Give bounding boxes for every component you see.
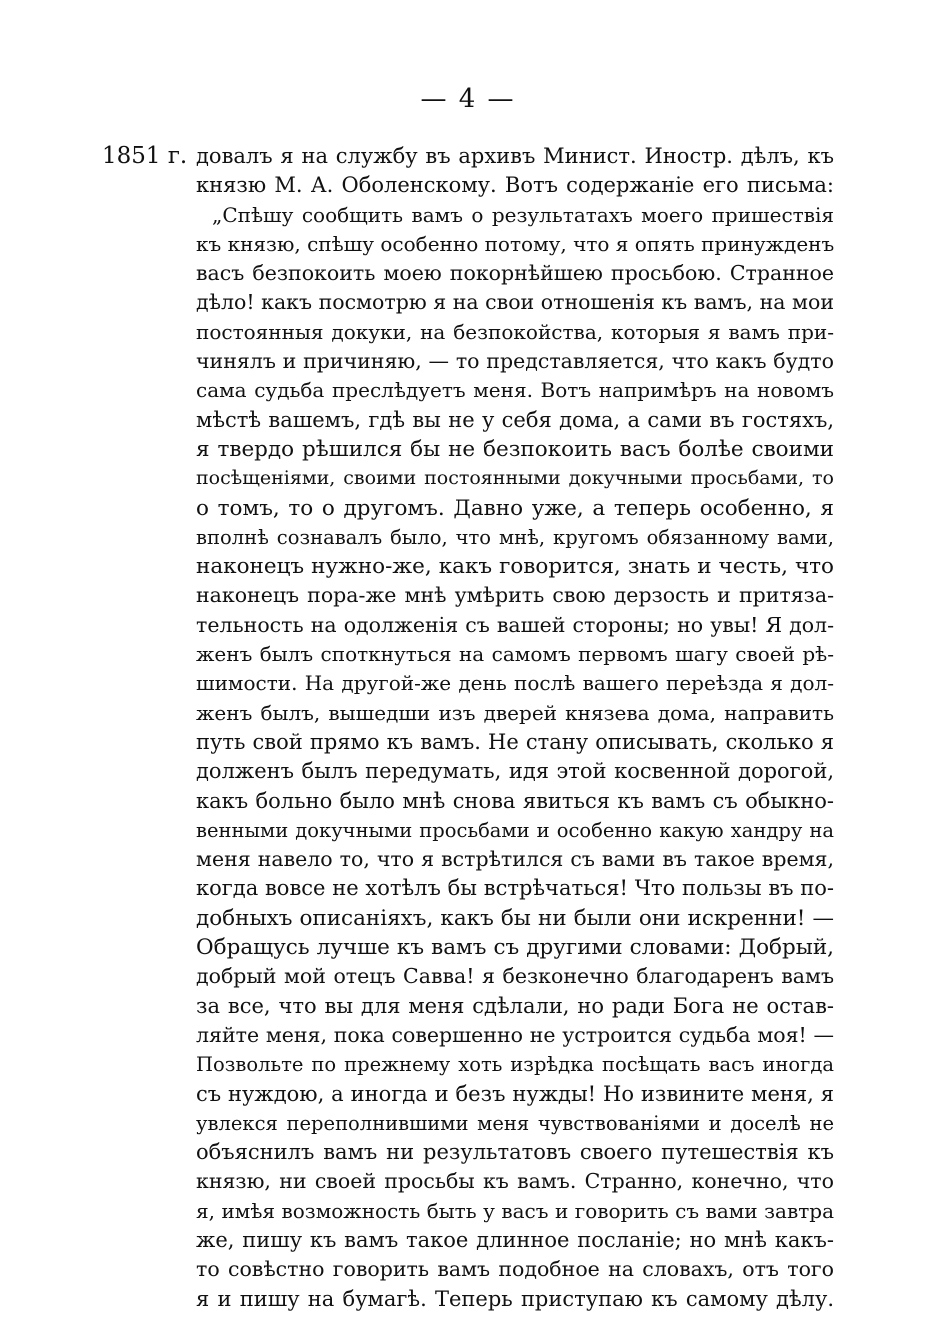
- text-line: Обращусь лучше къ вамъ съ другими словами: Добрый,: [196, 935, 834, 961]
- text-line: князю М. А. Оболенскому. Вотъ содержаніе его письма:: [196, 173, 834, 198]
- text-line: путь свой прямо къ вамъ. Не стану описывать, сколько я: [196, 729, 834, 754]
- text-line: шимости. На другой-же день послѣ вашего переѣзда я дол-: [196, 671, 834, 696]
- text-line: постоянныя докуки, на безпокойства, которыя я вамъ при-: [196, 319, 834, 344]
- text-line: наконецъ нужно-же, какъ говорится, знать и честь, что: [196, 554, 834, 580]
- text-line: чинялъ и причиняю, — то представляется, что какъ будто: [196, 349, 834, 374]
- text-line: увлекся переполнившими меня чувствованіями и доселѣ не: [196, 1111, 834, 1135]
- text-line: дѣло! какъ посмотрю я на свои отношенія къ вамъ, на мои: [196, 290, 834, 315]
- text-line: когда вовсе не хотѣлъ бы встрѣчаться! Что пользы въ по-: [196, 876, 834, 901]
- text-line: ляйте меня, пока совершенно не устроится судьба моя! —: [196, 1022, 834, 1047]
- text-line: женъ былъ, вышедши изъ дверей князева дома, направить: [196, 700, 834, 725]
- text-line: „Спѣшу сообщить вамъ о результатахъ моего пришествія: [212, 202, 834, 227]
- text-line: о томъ, то о другомъ. Давно уже, а теперь особенно, я: [196, 495, 834, 521]
- text-line: венными докучными просьбами и особенно какую хандру на: [196, 818, 834, 842]
- text-line: князю, ни своей просьбы къ вамъ. Странно, конечно, что: [196, 1169, 834, 1194]
- page-number: — 4 —: [420, 84, 516, 114]
- text-line: сама судьба преслѣдуетъ меня. Вотъ напримѣръ на новомъ: [196, 378, 834, 403]
- text-line: же, пишу къ вамъ такое длинное посланіе; но мнѣ какъ-: [196, 1227, 834, 1252]
- text-line: наконецъ пора-же мнѣ умѣрить свою дерзость и притяза-: [196, 583, 834, 608]
- text-line: какъ больно было мнѣ снова явиться къ вамъ съ обыкно-: [196, 788, 834, 813]
- text-line: за все, что вы для меня сдѣлали, но ради Бога не остав-: [196, 993, 834, 1018]
- text-line: я, имѣя возможность быть у васъ и говорить съ вами завтра: [196, 1198, 834, 1223]
- text-line: женъ былъ споткнуться на самомъ первомъ шагу своей рѣ-: [196, 642, 834, 667]
- text-line: съ нуждою, а иногда и безъ нужды! Но извините меня, я: [196, 1081, 834, 1106]
- text-line: я твердо рѣшился бы не безпокоить васъ болѣе своими: [196, 436, 834, 462]
- text-line: васъ безпокоить моею покорнѣйшею просьбою. Странное: [196, 261, 834, 286]
- margin-year-note: 1851 г.: [102, 143, 188, 169]
- text-line: вполнѣ сознавалъ было, что мнѣ, кругомъ обязанному вами,: [196, 525, 834, 549]
- text-line: добныхъ описаніяхъ, какъ бы ни были они искренни! —: [196, 905, 834, 931]
- text-line: долженъ былъ передумать, идя этой косвенной дорогой,: [196, 759, 834, 784]
- text-line: посѣщеніями, своими постоянными докучными просьбами, то: [196, 467, 834, 490]
- text-line: объяснилъ вамъ ни результатовъ своего путешествія къ: [196, 1140, 834, 1165]
- text-line: меня навело то, что я встрѣтился съ вами въ такое время,: [196, 847, 834, 872]
- text-line: Позвольте по прежнему хоть изрѣдка посѣщать васъ иногда: [196, 1053, 834, 1077]
- body-text: [196, 142, 834, 1314]
- text-line: довалъ я на службу въ архивъ Минист. Иностр. дѣлъ, къ: [196, 144, 834, 168]
- text-line: тельность на одолженія съ вашей стороны; но увы! Я дол-: [196, 612, 834, 637]
- text-line: къ князю, спѣшу особенно потому, что я опять принужденъ: [196, 231, 834, 256]
- text-line: мѣстѣ вашемъ, гдѣ вы не у себя дома, а сами въ гостяхъ,: [196, 407, 834, 432]
- text-line: я и пишу на бумагѣ. Теперь приступаю къ самому дѣлу.: [196, 1286, 834, 1311]
- text-line: то совѣстно говорить вамъ подобное на словахъ, отъ того: [196, 1257, 834, 1282]
- text-line: добрый мой отецъ Савва! я безконечно благодаренъ вамъ: [196, 964, 834, 989]
